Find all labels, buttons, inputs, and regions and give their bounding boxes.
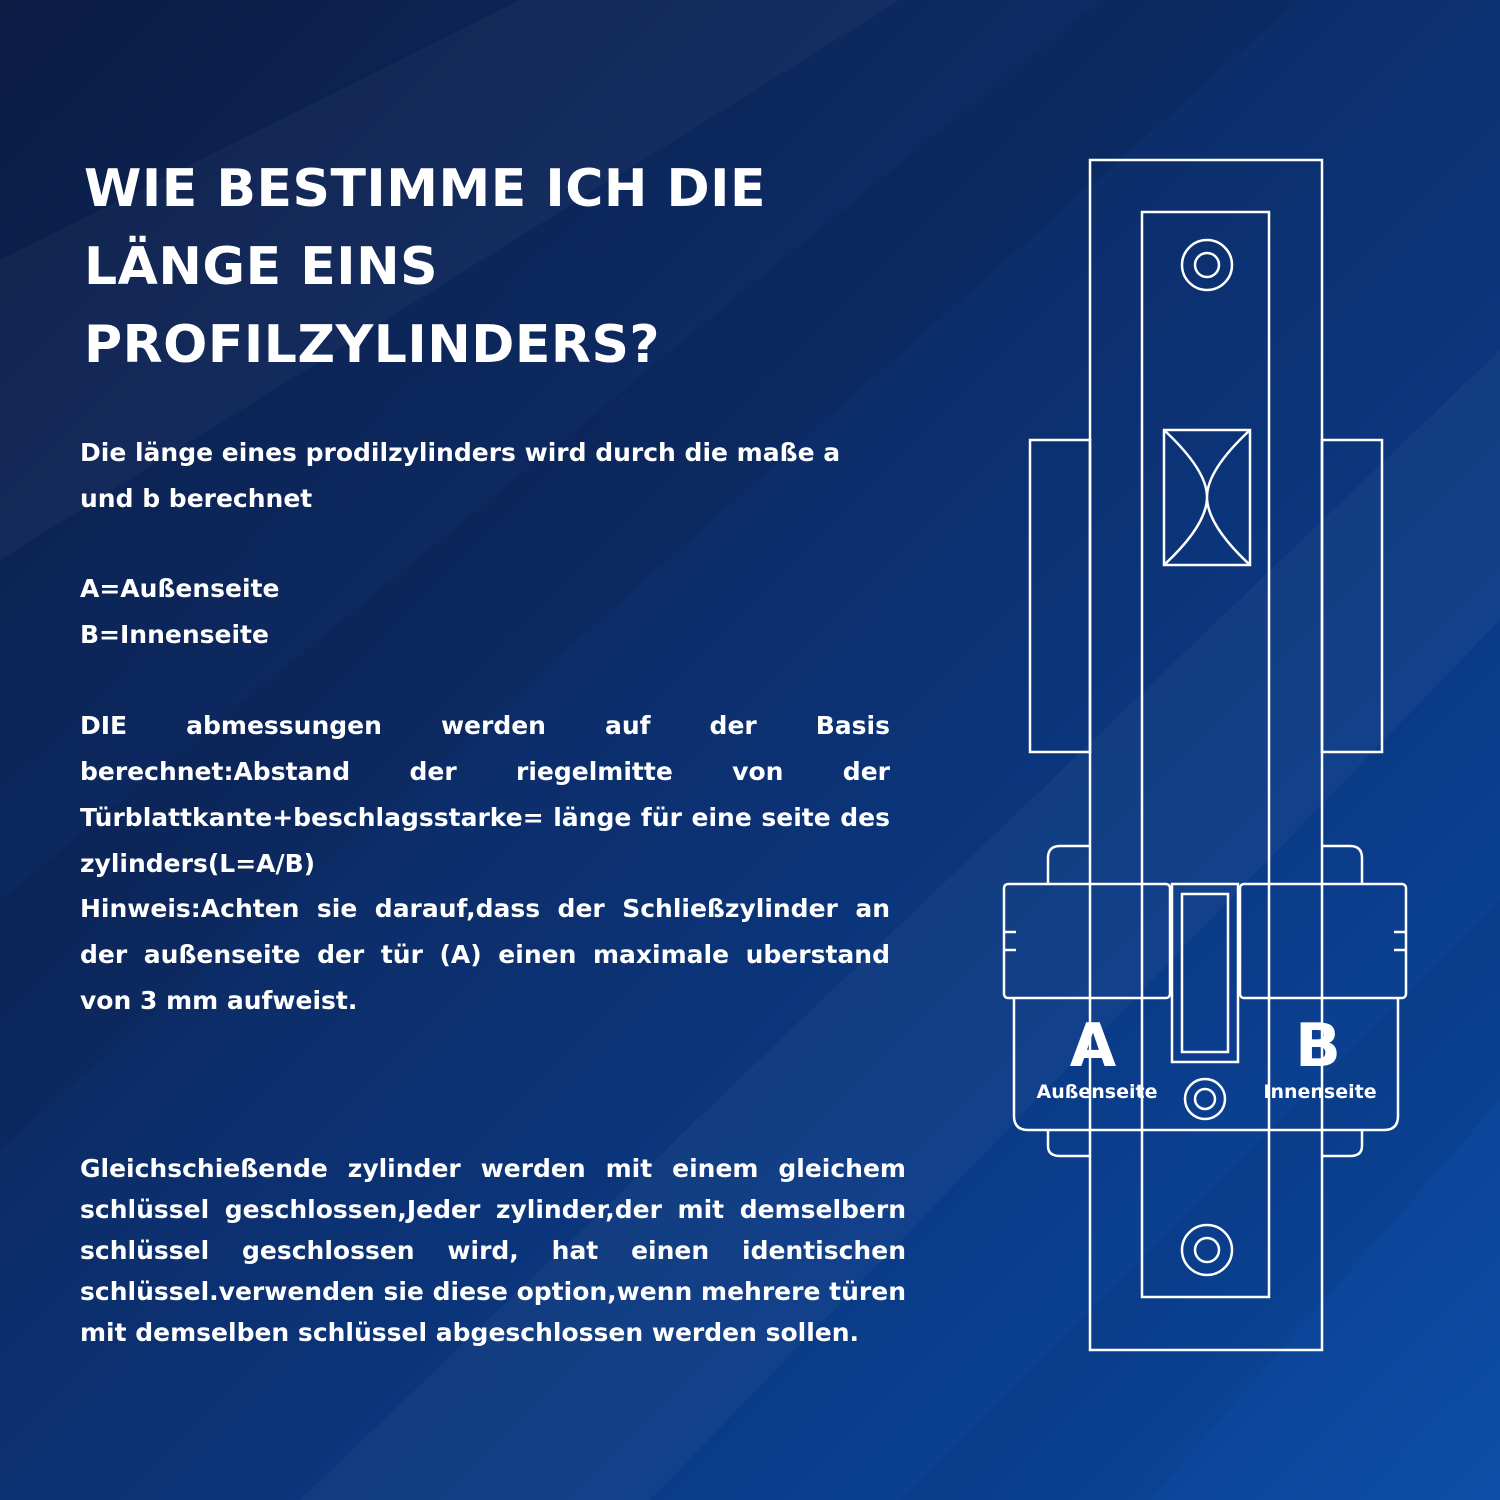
keyed-alike-text: Gleichschießende zylinder werden mit einem gleichem schlüssel geschlossen,Jeder zylinder,der mit demselbern schlüssel geschlossen wird, hat einen identischen schlüssel.verwenden sie diese option,wenn mehrere türen mit demselben schlüssel abgeschlossen werden sollen. xyxy=(80,1154,906,1347)
lock-cylinder-diagram xyxy=(990,150,1420,1365)
side-a-label: Außenseite xyxy=(1036,1081,1158,1103)
screw-bottom-icon xyxy=(1182,1225,1232,1275)
tab-bottom-left xyxy=(1048,1130,1090,1156)
cylinder-half-a xyxy=(1004,884,1170,998)
door-plate-outer xyxy=(1090,160,1322,1350)
tab-top-left xyxy=(1048,846,1090,884)
label-b-text: B=Innenseite xyxy=(80,620,269,649)
screw-center-icon xyxy=(1185,1079,1225,1119)
side-a-letter: A xyxy=(1069,1011,1117,1081)
side-b-letter: B xyxy=(1295,1011,1341,1081)
side-b-label: Innenseite xyxy=(1263,1081,1377,1103)
page-title: WIE BESTIMME ICH DIE LÄNGE EINS PROFILZYLINDERS? xyxy=(84,159,767,375)
latch-icon xyxy=(1164,430,1250,565)
calculation-text: DIE abmessungen werden auf der Basis berechnet:Abstand der riegelmitte von der Türblattkante+beschlagsstarke= länge für eine seite des zylinders(L=A/B) xyxy=(80,711,890,878)
intro-text: Die länge eines prodilzylinders wird durch die maße a und b berechnet xyxy=(80,438,841,513)
cylinder-cam-inner xyxy=(1182,894,1228,1052)
side-block-right xyxy=(1322,440,1382,752)
tab-bottom-right xyxy=(1322,1130,1362,1156)
screw-top-icon xyxy=(1182,240,1232,290)
tab-top-right xyxy=(1322,846,1362,884)
side-block-left xyxy=(1030,440,1090,752)
label-a-text: A=Außenseite xyxy=(80,574,280,603)
faceplate xyxy=(1142,212,1269,1297)
note-text: Hinweis:Achten sie darauf,dass der Schließzylinder an der außenseite der tür (A) einen maximale uberstand von 3 mm aufweist. xyxy=(80,894,890,1015)
